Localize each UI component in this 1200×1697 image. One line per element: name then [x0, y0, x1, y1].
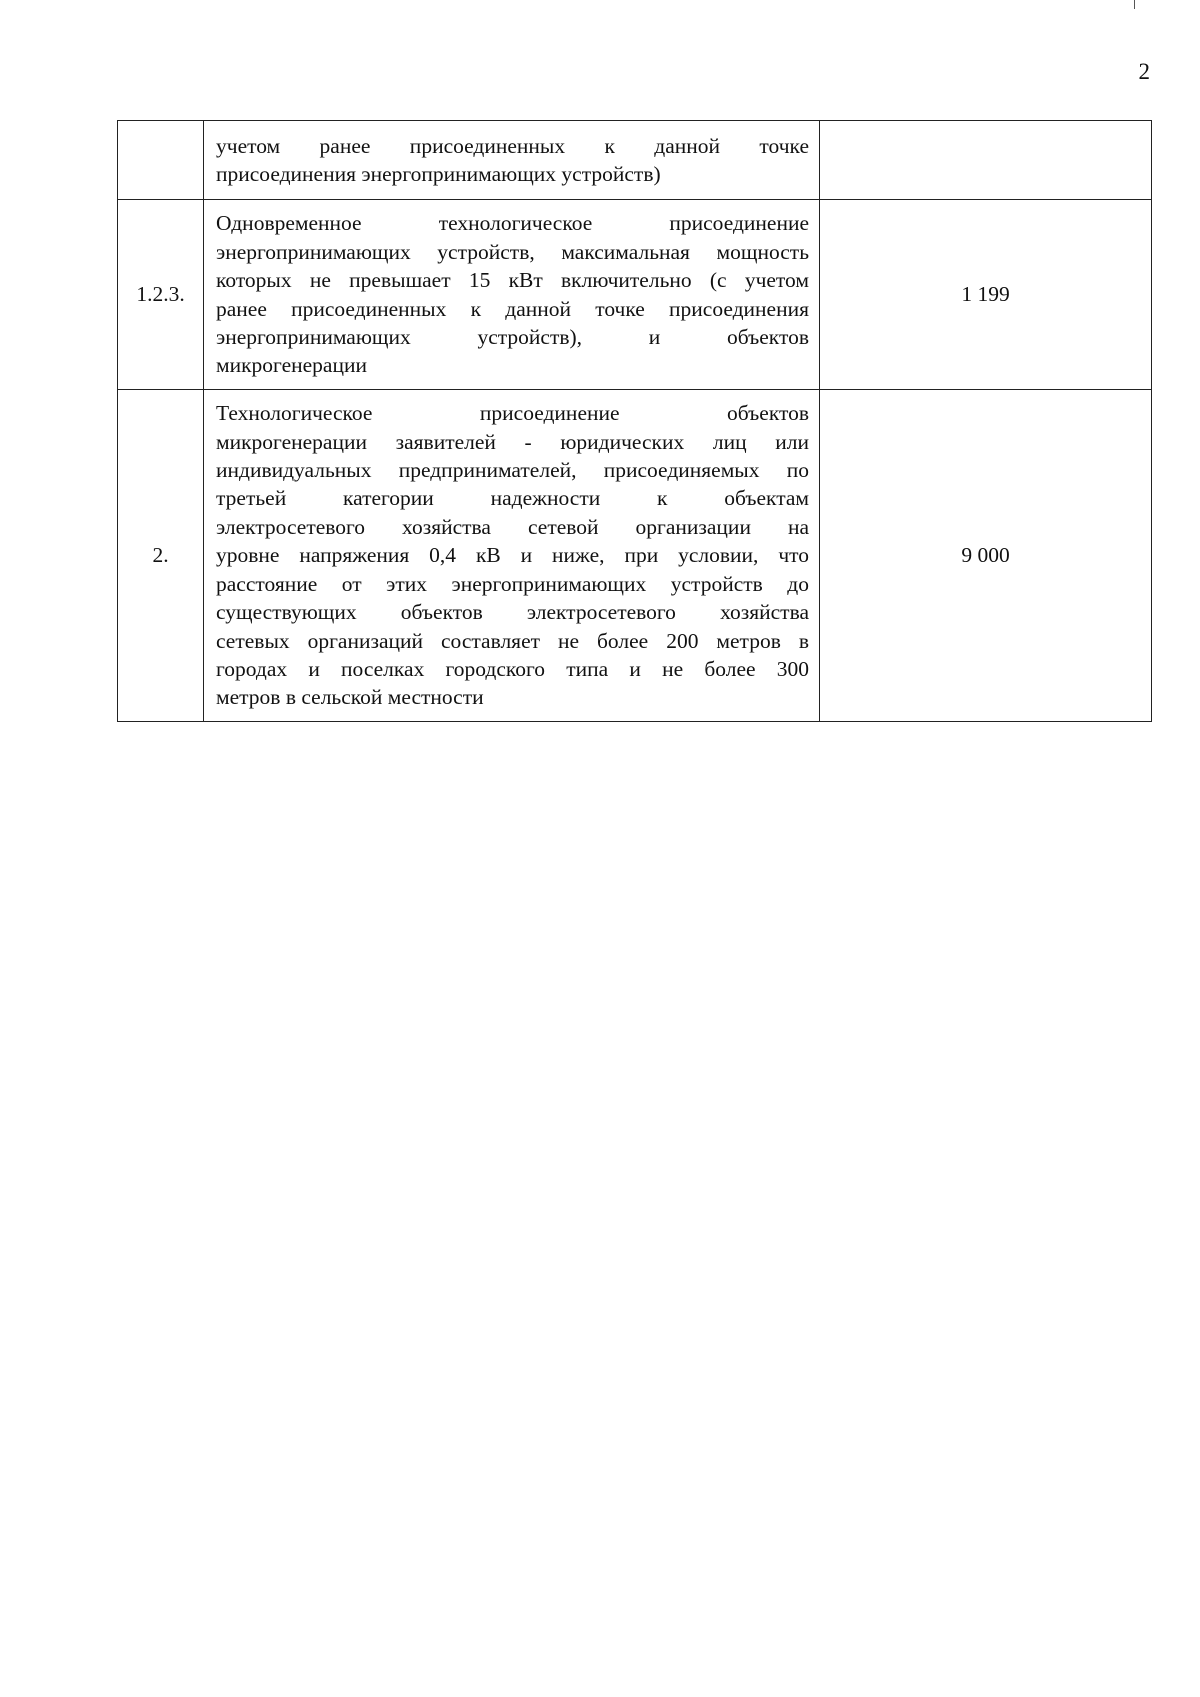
description-line: существующих объектов электросетевого хозяйства: [216, 600, 809, 625]
table-row-1-2-3: [118, 200, 1152, 390]
row-description-cell: [204, 390, 820, 722]
table-row-continuation: [118, 121, 1152, 200]
description-line: уровне напряжения 0,4 кВ и ниже, при условии, что: [216, 543, 809, 568]
row-description-cell: [204, 121, 820, 200]
description-line: учетом ранее присоединенных к данной точке: [216, 133, 809, 158]
row-value-cell: 9 000: [820, 390, 1152, 722]
description-line: микрогенерации: [216, 353, 367, 378]
row-description-cell: [204, 200, 820, 390]
description-line: сетевых организаций составляет не более 200 метров в: [216, 628, 809, 653]
description-line: Технологическое присоединение объектов: [216, 401, 809, 426]
tariff-table: [117, 120, 1152, 722]
row-number-cell: 2.: [118, 390, 204, 722]
description-line: метров в сельской местности: [216, 685, 484, 710]
description-line: Одновременное технологическое присоединение: [216, 211, 809, 236]
description-line: третьей категории надежности к объектам: [216, 486, 809, 511]
description-line: энергопринимающих устройств, максимальная мощность: [216, 239, 809, 264]
description-line: индивидуальных предпринимателей, присоединяемых по: [216, 458, 809, 483]
row-number-cell: [118, 121, 204, 200]
row-value-cell: 1 199: [820, 200, 1152, 390]
table-row-2: [118, 390, 1152, 722]
scan-edge-mark: [1134, 0, 1135, 9]
description-line: микрогенерации заявителей - юридических лиц или: [216, 429, 809, 454]
description-line: расстояние от этих энергопринимающих устройств до: [216, 571, 809, 596]
description-line: которых не превышает 15 кВт включительно (с учетом: [216, 268, 809, 293]
description-line: ранее присоединенных к данной точке присоединения: [216, 296, 809, 321]
description-line: электросетевого хозяйства сетевой организации на: [216, 514, 809, 539]
row-value-cell: [820, 121, 1152, 200]
description-line: городах и поселках городского типа и не более 300: [216, 656, 809, 681]
description-line: присоединения энергопринимающих устройств): [216, 162, 661, 186]
description-line: энергопринимающих устройств), и объектов: [216, 324, 809, 349]
row-number-cell: 1.2.3.: [118, 200, 204, 390]
page-number: 2: [1138, 59, 1150, 84]
